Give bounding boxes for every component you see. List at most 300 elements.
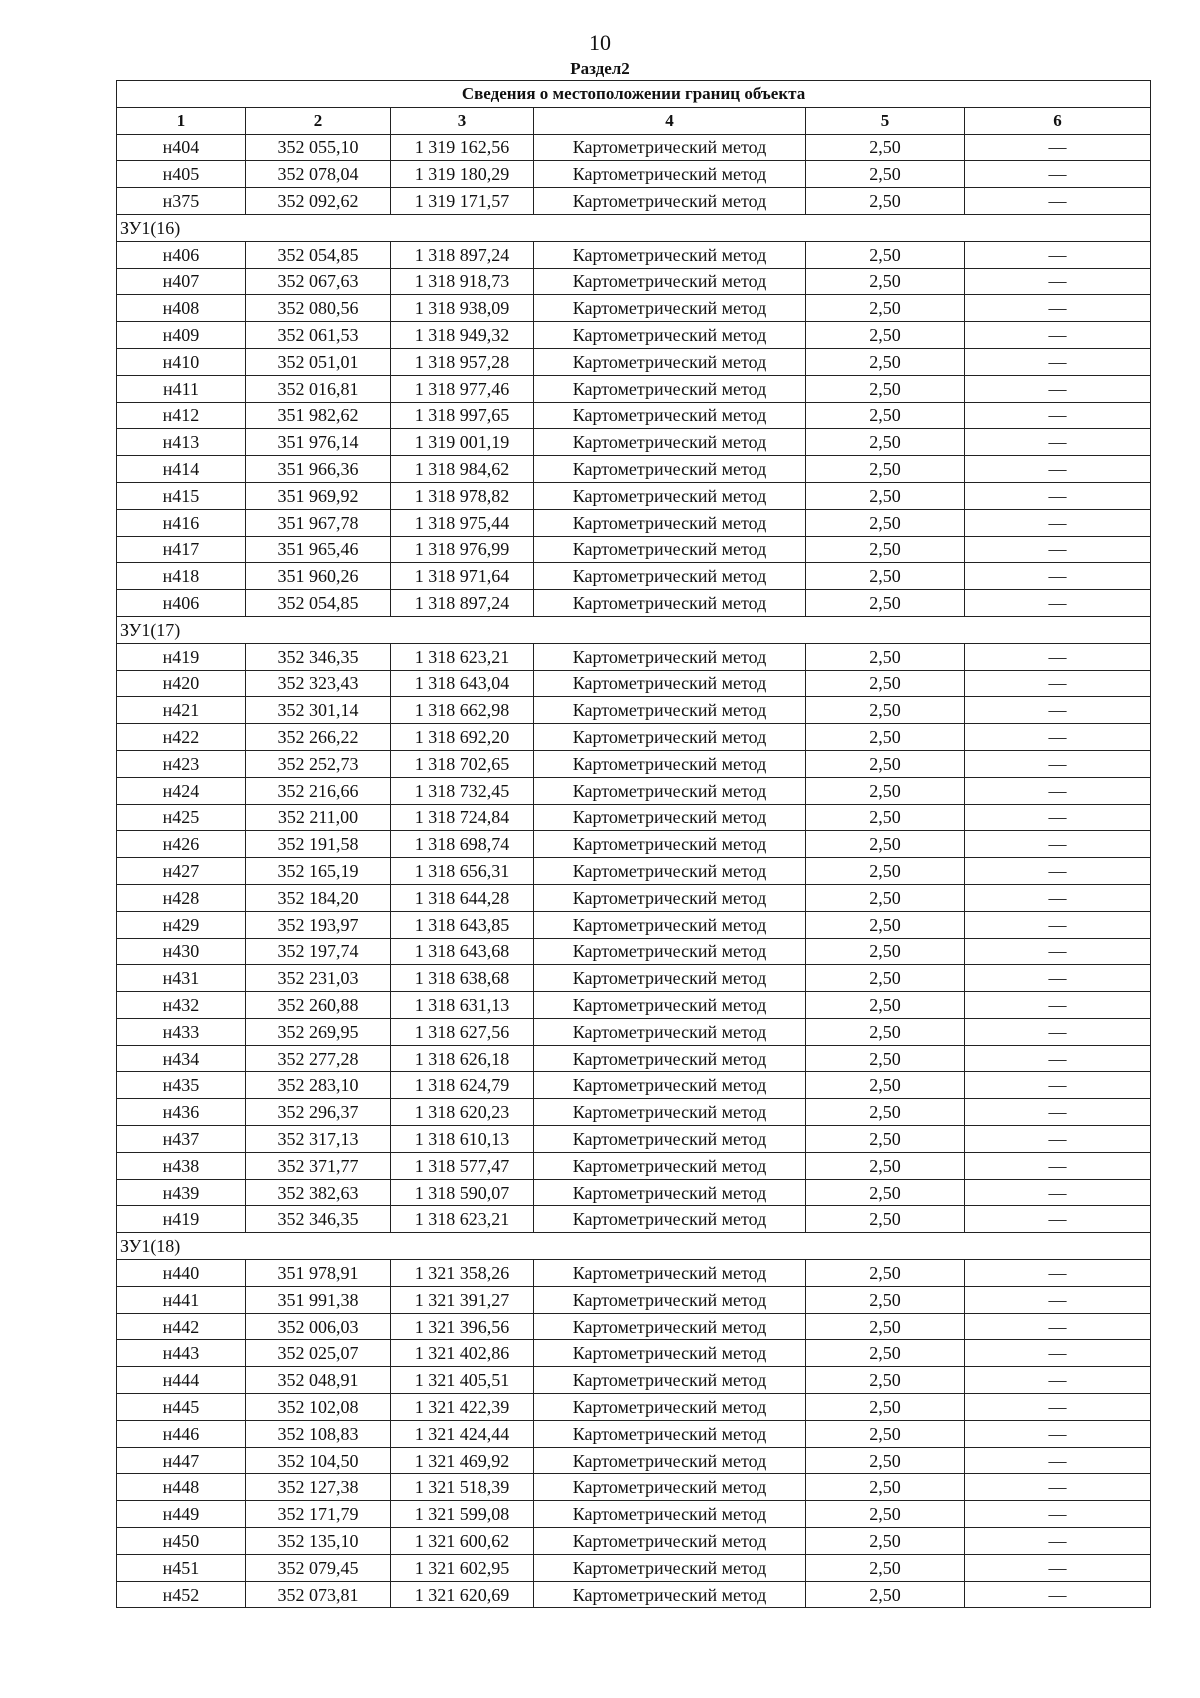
table-row [117, 509, 1151, 536]
table-row [117, 1501, 1151, 1528]
description-cell: — [965, 938, 1151, 965]
method-cell: Картометрический метод [534, 1554, 806, 1581]
accuracy-cell: 2,50 [806, 375, 965, 402]
description-cell: — [965, 456, 1151, 483]
table-row [117, 965, 1151, 992]
x-coordinate-cell: 352 266,22 [246, 724, 391, 751]
description-cell: — [965, 884, 1151, 911]
accuracy-cell: 2,50 [806, 1528, 965, 1555]
accuracy-cell: 2,50 [806, 1126, 965, 1153]
table-row [117, 1474, 1151, 1501]
y-coordinate-cell: 1 318 724,84 [391, 804, 534, 831]
accuracy-cell: 2,50 [806, 1340, 965, 1367]
description-cell: — [965, 536, 1151, 563]
x-coordinate-cell: 352 269,95 [246, 1018, 391, 1045]
table-row [117, 911, 1151, 938]
x-coordinate-cell: 352 171,79 [246, 1501, 391, 1528]
point-id-cell: н427 [117, 858, 246, 885]
y-coordinate-cell: 1 318 643,68 [391, 938, 534, 965]
accuracy-cell: 2,50 [806, 965, 965, 992]
description-cell: — [965, 1260, 1151, 1287]
point-id-cell: н428 [117, 884, 246, 911]
accuracy-cell: 2,50 [806, 1099, 965, 1126]
y-coordinate-cell: 1 321 358,26 [391, 1260, 534, 1287]
parcel-group-row [117, 616, 1151, 643]
x-coordinate-cell: 351 982,62 [246, 402, 391, 429]
description-cell: — [965, 777, 1151, 804]
accuracy-cell: 2,50 [806, 1501, 965, 1528]
x-coordinate-cell: 351 965,46 [246, 536, 391, 563]
accuracy-cell: 2,50 [806, 322, 965, 349]
x-coordinate-cell: 351 976,14 [246, 429, 391, 456]
column-header-2: 2 [246, 107, 391, 134]
method-cell: Картометрический метод [534, 1099, 806, 1126]
x-coordinate-cell: 352 346,35 [246, 643, 391, 670]
method-cell: Картометрический метод [534, 509, 806, 536]
accuracy-cell: 2,50 [806, 1260, 965, 1287]
table-row [117, 858, 1151, 885]
method-cell: Картометрический метод [534, 1072, 806, 1099]
y-coordinate-cell: 1 318 957,28 [391, 348, 534, 375]
x-coordinate-cell: 352 323,43 [246, 670, 391, 697]
method-cell: Картометрический метод [534, 1260, 806, 1287]
method-cell: Картометрический метод [534, 1447, 806, 1474]
accuracy-cell: 2,50 [806, 804, 965, 831]
point-id-cell: н431 [117, 965, 246, 992]
y-coordinate-cell: 1 318 638,68 [391, 965, 534, 992]
description-cell: — [965, 1126, 1151, 1153]
x-coordinate-cell: 352 260,88 [246, 992, 391, 1019]
description-cell: — [965, 831, 1151, 858]
point-id-cell: н413 [117, 429, 246, 456]
y-coordinate-cell: 1 318 643,85 [391, 911, 534, 938]
table-row [117, 1072, 1151, 1099]
method-cell: Картометрический метод [534, 911, 806, 938]
method-cell: Картометрический метод [534, 402, 806, 429]
table-row [117, 1260, 1151, 1287]
table-row [117, 590, 1151, 617]
accuracy-cell: 2,50 [806, 1152, 965, 1179]
description-cell: — [965, 1206, 1151, 1233]
method-cell: Картометрический метод [534, 1394, 806, 1421]
y-coordinate-cell: 1 318 610,13 [391, 1126, 534, 1153]
x-coordinate-cell: 352 127,38 [246, 1474, 391, 1501]
table-row [117, 268, 1151, 295]
x-coordinate-cell: 352 104,50 [246, 1447, 391, 1474]
y-coordinate-cell: 1 321 469,92 [391, 1447, 534, 1474]
x-coordinate-cell: 352 216,66 [246, 777, 391, 804]
y-coordinate-cell: 1 321 405,51 [391, 1367, 534, 1394]
method-cell: Картометрический метод [534, 482, 806, 509]
accuracy-cell: 2,50 [806, 1072, 965, 1099]
y-coordinate-cell: 1 318 978,82 [391, 482, 534, 509]
table-row [117, 1099, 1151, 1126]
table-row [117, 375, 1151, 402]
method-cell: Картометрический метод [534, 1367, 806, 1394]
description-cell: — [965, 1179, 1151, 1206]
accuracy-cell: 2,50 [806, 429, 965, 456]
accuracy-cell: 2,50 [806, 1474, 965, 1501]
method-cell: Картометрический метод [534, 268, 806, 295]
x-coordinate-cell: 352 016,81 [246, 375, 391, 402]
point-id-cell: н419 [117, 1206, 246, 1233]
y-coordinate-cell: 1 318 976,99 [391, 536, 534, 563]
description-cell: — [965, 482, 1151, 509]
description-cell: — [965, 724, 1151, 751]
x-coordinate-cell: 352 006,03 [246, 1313, 391, 1340]
description-cell: — [965, 134, 1151, 161]
point-id-cell: н425 [117, 804, 246, 831]
method-cell: Картометрический метод [534, 1206, 806, 1233]
method-cell: Картометрический метод [534, 992, 806, 1019]
x-coordinate-cell: 351 960,26 [246, 563, 391, 590]
description-cell: — [965, 161, 1151, 188]
table-caption: Сведения о местоположении границ объекта [117, 81, 1151, 108]
table-row [117, 456, 1151, 483]
y-coordinate-cell: 1 318 631,13 [391, 992, 534, 1019]
column-header-4: 4 [534, 107, 806, 134]
point-id-cell: н414 [117, 456, 246, 483]
point-id-cell: н446 [117, 1420, 246, 1447]
point-id-cell: н436 [117, 1099, 246, 1126]
point-id-cell: н411 [117, 375, 246, 402]
table-row [117, 1286, 1151, 1313]
table-row [117, 750, 1151, 777]
x-coordinate-cell: 351 967,78 [246, 509, 391, 536]
table-row [117, 1018, 1151, 1045]
point-id-cell: н449 [117, 1501, 246, 1528]
method-cell: Картометрический метод [534, 858, 806, 885]
x-coordinate-cell: 352 277,28 [246, 1045, 391, 1072]
x-coordinate-cell: 352 108,83 [246, 1420, 391, 1447]
x-coordinate-cell: 352 061,53 [246, 322, 391, 349]
point-id-cell: н438 [117, 1152, 246, 1179]
description-cell: — [965, 1099, 1151, 1126]
table-row [117, 1367, 1151, 1394]
point-id-cell: н423 [117, 750, 246, 777]
table-row [117, 1554, 1151, 1581]
table-row [117, 1313, 1151, 1340]
method-cell: Картометрический метод [534, 831, 806, 858]
y-coordinate-cell: 1 318 918,73 [391, 268, 534, 295]
y-coordinate-cell: 1 321 424,44 [391, 1420, 534, 1447]
y-coordinate-cell: 1 321 599,08 [391, 1501, 534, 1528]
column-header-5: 5 [806, 107, 965, 134]
table-row [117, 429, 1151, 456]
x-coordinate-cell: 352 051,01 [246, 348, 391, 375]
method-cell: Картометрический метод [534, 161, 806, 188]
description-cell: — [965, 509, 1151, 536]
point-id-cell: н407 [117, 268, 246, 295]
accuracy-cell: 2,50 [806, 188, 965, 215]
y-coordinate-cell: 1 318 656,31 [391, 858, 534, 885]
description-cell: — [965, 375, 1151, 402]
y-coordinate-cell: 1 319 180,29 [391, 161, 534, 188]
x-coordinate-cell: 352 317,13 [246, 1126, 391, 1153]
x-coordinate-cell: 351 966,36 [246, 456, 391, 483]
description-cell: — [965, 1367, 1151, 1394]
x-coordinate-cell: 352 346,35 [246, 1206, 391, 1233]
point-id-cell: н441 [117, 1286, 246, 1313]
x-coordinate-cell: 352 025,07 [246, 1340, 391, 1367]
description-cell: — [965, 429, 1151, 456]
point-id-cell: н412 [117, 402, 246, 429]
y-coordinate-cell: 1 318 698,74 [391, 831, 534, 858]
table-row [117, 1581, 1151, 1608]
y-coordinate-cell: 1 321 391,27 [391, 1286, 534, 1313]
method-cell: Картометрический метод [534, 1313, 806, 1340]
y-coordinate-cell: 1 318 626,18 [391, 1045, 534, 1072]
accuracy-cell: 2,50 [806, 134, 965, 161]
description-cell: — [965, 1313, 1151, 1340]
x-coordinate-cell: 352 184,20 [246, 884, 391, 911]
description-cell: — [965, 643, 1151, 670]
y-coordinate-cell: 1 318 623,21 [391, 1206, 534, 1233]
description-cell: — [965, 348, 1151, 375]
method-cell: Картометрический метод [534, 1501, 806, 1528]
method-cell: Картометрический метод [534, 1045, 806, 1072]
method-cell: Картометрический метод [534, 590, 806, 617]
x-coordinate-cell: 352 102,08 [246, 1394, 391, 1421]
accuracy-cell: 2,50 [806, 536, 965, 563]
y-coordinate-cell: 1 318 977,46 [391, 375, 534, 402]
y-coordinate-cell: 1 321 620,69 [391, 1581, 534, 1608]
point-id-cell: н418 [117, 563, 246, 590]
description-cell: — [965, 402, 1151, 429]
method-cell: Картометрический метод [534, 1528, 806, 1555]
point-id-cell: н443 [117, 1340, 246, 1367]
column-header-6: 6 [965, 107, 1151, 134]
point-id-cell: н445 [117, 1394, 246, 1421]
point-id-cell: н409 [117, 322, 246, 349]
point-id-cell: н432 [117, 992, 246, 1019]
table-row [117, 670, 1151, 697]
accuracy-cell: 2,50 [806, 1286, 965, 1313]
table-row [117, 188, 1151, 215]
parcel-group-label: ЗУ1(18) [117, 1233, 1151, 1260]
point-id-cell: н437 [117, 1126, 246, 1153]
accuracy-cell: 2,50 [806, 697, 965, 724]
accuracy-cell: 2,50 [806, 884, 965, 911]
accuracy-cell: 2,50 [806, 1179, 965, 1206]
method-cell: Картометрический метод [534, 750, 806, 777]
description-cell: — [965, 858, 1151, 885]
point-id-cell: н440 [117, 1260, 246, 1287]
section-title: Раздел2 [570, 59, 630, 78]
table-row [117, 402, 1151, 429]
table-row [117, 1394, 1151, 1421]
table-row [117, 831, 1151, 858]
y-coordinate-cell: 1 318 644,28 [391, 884, 534, 911]
parcel-group-label: ЗУ1(16) [117, 214, 1151, 241]
point-id-cell: н426 [117, 831, 246, 858]
x-coordinate-cell: 352 073,81 [246, 1581, 391, 1608]
table-row [117, 161, 1151, 188]
accuracy-cell: 2,50 [806, 777, 965, 804]
table-row [117, 1447, 1151, 1474]
description-cell: — [965, 1501, 1151, 1528]
table-row [117, 295, 1151, 322]
point-id-cell: н419 [117, 643, 246, 670]
x-coordinate-cell: 351 978,91 [246, 1260, 391, 1287]
description-cell: — [965, 1394, 1151, 1421]
description-cell: — [965, 1447, 1151, 1474]
point-id-cell: н408 [117, 295, 246, 322]
x-coordinate-cell: 351 991,38 [246, 1286, 391, 1313]
table-row [117, 777, 1151, 804]
boundary-coordinates-table [116, 80, 1151, 1608]
description-cell: — [965, 268, 1151, 295]
method-cell: Картометрический метод [534, 777, 806, 804]
x-coordinate-cell: 352 191,58 [246, 831, 391, 858]
point-id-cell: н439 [117, 1179, 246, 1206]
description-cell: — [965, 590, 1151, 617]
table-row [117, 992, 1151, 1019]
x-coordinate-cell: 352 197,74 [246, 938, 391, 965]
point-id-cell: н416 [117, 509, 246, 536]
accuracy-cell: 2,50 [806, 482, 965, 509]
accuracy-cell: 2,50 [806, 241, 965, 268]
point-id-cell: н404 [117, 134, 246, 161]
accuracy-cell: 2,50 [806, 643, 965, 670]
description-cell: — [965, 1420, 1151, 1447]
table-body [117, 134, 1151, 1608]
table-row [117, 1340, 1151, 1367]
y-coordinate-cell: 1 321 396,56 [391, 1313, 534, 1340]
x-coordinate-cell: 352 048,91 [246, 1367, 391, 1394]
point-id-cell: н442 [117, 1313, 246, 1340]
method-cell: Картометрический метод [534, 1340, 806, 1367]
table-row [117, 563, 1151, 590]
method-cell: Картометрический метод [534, 670, 806, 697]
y-coordinate-cell: 1 318 643,04 [391, 670, 534, 697]
point-id-cell: н410 [117, 348, 246, 375]
point-id-cell: н406 [117, 590, 246, 617]
table-caption-row [117, 81, 1151, 108]
method-cell: Картометрический метод [534, 322, 806, 349]
point-id-cell: н415 [117, 482, 246, 509]
description-cell: — [965, 965, 1151, 992]
accuracy-cell: 2,50 [806, 1447, 965, 1474]
method-cell: Картометрический метод [534, 884, 806, 911]
accuracy-cell: 2,50 [806, 670, 965, 697]
method-cell: Картометрический метод [534, 134, 806, 161]
table-row [117, 134, 1151, 161]
x-coordinate-cell: 352 382,63 [246, 1179, 391, 1206]
description-cell: — [965, 1528, 1151, 1555]
y-coordinate-cell: 1 319 171,57 [391, 188, 534, 215]
x-coordinate-cell: 352 054,85 [246, 590, 391, 617]
accuracy-cell: 2,50 [806, 295, 965, 322]
point-id-cell: н421 [117, 697, 246, 724]
column-header-3: 3 [391, 107, 534, 134]
description-cell: — [965, 295, 1151, 322]
y-coordinate-cell: 1 318 627,56 [391, 1018, 534, 1045]
table-row [117, 1045, 1151, 1072]
point-id-cell: н424 [117, 777, 246, 804]
description-cell: — [965, 188, 1151, 215]
y-coordinate-cell: 1 318 975,44 [391, 509, 534, 536]
x-coordinate-cell: 352 078,04 [246, 161, 391, 188]
y-coordinate-cell: 1 318 662,98 [391, 697, 534, 724]
x-coordinate-cell: 352 079,45 [246, 1554, 391, 1581]
point-id-cell: н406 [117, 241, 246, 268]
y-coordinate-cell: 1 318 732,45 [391, 777, 534, 804]
method-cell: Картометрический метод [534, 348, 806, 375]
table-row [117, 536, 1151, 563]
x-coordinate-cell: 352 283,10 [246, 1072, 391, 1099]
x-coordinate-cell: 352 067,63 [246, 268, 391, 295]
table-row [117, 724, 1151, 751]
x-coordinate-cell: 352 054,85 [246, 241, 391, 268]
x-coordinate-cell: 352 080,56 [246, 295, 391, 322]
method-cell: Картометрический метод [534, 965, 806, 992]
table-row [117, 1206, 1151, 1233]
accuracy-cell: 2,50 [806, 268, 965, 295]
accuracy-cell: 2,50 [806, 1313, 965, 1340]
y-coordinate-cell: 1 321 518,39 [391, 1474, 534, 1501]
point-id-cell: н430 [117, 938, 246, 965]
description-cell: — [965, 1340, 1151, 1367]
description-cell: — [965, 1072, 1151, 1099]
description-cell: — [965, 992, 1151, 1019]
x-coordinate-cell: 352 165,19 [246, 858, 391, 885]
description-cell: — [965, 563, 1151, 590]
table-row [117, 348, 1151, 375]
y-coordinate-cell: 1 318 984,62 [391, 456, 534, 483]
table-row [117, 241, 1151, 268]
y-coordinate-cell: 1 318 897,24 [391, 590, 534, 617]
description-cell: — [965, 1045, 1151, 1072]
description-cell: — [965, 697, 1151, 724]
accuracy-cell: 2,50 [806, 590, 965, 617]
table-row [117, 1179, 1151, 1206]
x-coordinate-cell: 352 092,62 [246, 188, 391, 215]
y-coordinate-cell: 1 318 577,47 [391, 1152, 534, 1179]
x-coordinate-cell: 352 231,03 [246, 965, 391, 992]
table-row [117, 482, 1151, 509]
accuracy-cell: 2,50 [806, 1581, 965, 1608]
x-coordinate-cell: 352 296,37 [246, 1099, 391, 1126]
point-id-cell: н451 [117, 1554, 246, 1581]
y-coordinate-cell: 1 321 600,62 [391, 1528, 534, 1555]
description-cell: — [965, 1581, 1151, 1608]
parcel-group-label: ЗУ1(17) [117, 616, 1151, 643]
method-cell: Картометрический метод [534, 188, 806, 215]
point-id-cell: н448 [117, 1474, 246, 1501]
column-number-row [117, 107, 1151, 134]
point-id-cell: н435 [117, 1072, 246, 1099]
accuracy-cell: 2,50 [806, 858, 965, 885]
table-row [117, 1126, 1151, 1153]
table-row [117, 804, 1151, 831]
x-coordinate-cell: 352 252,73 [246, 750, 391, 777]
method-cell: Картометрический метод [534, 1018, 806, 1045]
accuracy-cell: 2,50 [806, 750, 965, 777]
description-cell: — [965, 670, 1151, 697]
y-coordinate-cell: 1 318 997,65 [391, 402, 534, 429]
point-id-cell: н447 [117, 1447, 246, 1474]
point-id-cell: н434 [117, 1045, 246, 1072]
accuracy-cell: 2,50 [806, 456, 965, 483]
y-coordinate-cell: 1 321 602,95 [391, 1554, 534, 1581]
parcel-group-row [117, 1233, 1151, 1260]
accuracy-cell: 2,50 [806, 1394, 965, 1421]
table-row [117, 938, 1151, 965]
point-id-cell: н422 [117, 724, 246, 751]
accuracy-cell: 2,50 [806, 724, 965, 751]
method-cell: Картометрический метод [534, 375, 806, 402]
